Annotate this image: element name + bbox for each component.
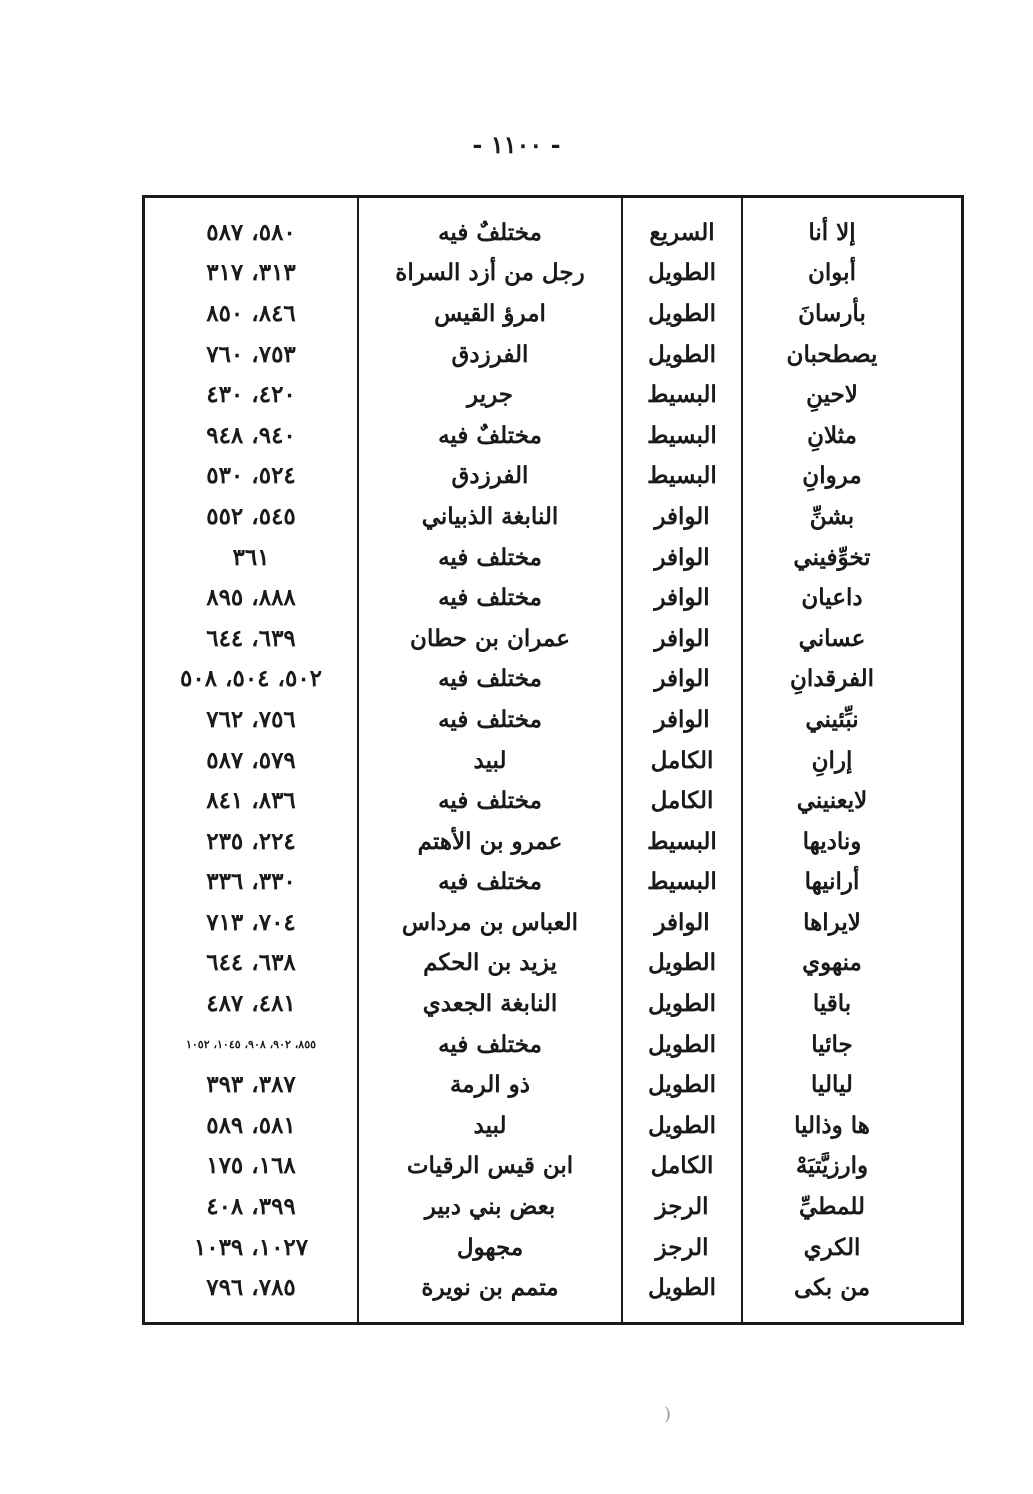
- meter-cell: [622, 983, 742, 1024]
- meter-cell: [622, 943, 742, 984]
- pages-cell: [144, 577, 359, 618]
- pages-cell-text: ٩٤٠، ٩٤٨: [206, 421, 296, 449]
- meter-cell: [622, 740, 742, 781]
- pages-cell: [144, 780, 359, 821]
- rhyme-cell-text: من بكى: [793, 1274, 871, 1302]
- table-row: [144, 821, 963, 862]
- poet-cell-text: مجهول: [456, 1233, 524, 1261]
- pages-cell: [144, 862, 359, 903]
- rhyme-cell-text: لاحينِ: [806, 381, 858, 409]
- rhyme-cell: [742, 577, 963, 618]
- table-row: [144, 983, 963, 1024]
- poet-cell-text: مختلفٌ فيه: [438, 218, 542, 246]
- table-row: [144, 334, 963, 375]
- poet-cell-text: مختلف فيه: [438, 584, 542, 612]
- pages-cell: [144, 1105, 359, 1146]
- rhyme-cell: [742, 334, 963, 375]
- poet-cell-text: جرير: [467, 381, 513, 409]
- meter-cell-text: الوافر: [654, 584, 710, 612]
- meter-cell-text: الطويل: [648, 259, 716, 287]
- rhyme-cell-text: نبِّئيني: [805, 705, 859, 733]
- meter-cell: [622, 1146, 742, 1187]
- meter-cell-text: الطويل: [648, 1111, 716, 1139]
- meter-cell: [622, 456, 742, 497]
- stray-mark: ): [664, 1404, 672, 1425]
- pages-cell: [144, 699, 359, 740]
- poet-cell: [358, 1227, 622, 1268]
- table-row: [144, 537, 963, 578]
- pages-cell-text: ٢٢٤، ٢٣٥: [206, 827, 296, 855]
- table-row: [144, 699, 963, 740]
- rhyme-cell: [742, 374, 963, 415]
- table-row: [144, 197, 963, 253]
- meter-cell-text: الطويل: [648, 340, 716, 368]
- pages-cell-text: ٨٣٦، ٨٤١: [206, 787, 296, 815]
- table-row: [144, 618, 963, 659]
- meter-cell-text: الرجز: [655, 1233, 709, 1261]
- poet-cell: [358, 577, 622, 618]
- pages-cell: [144, 983, 359, 1024]
- meter-cell: [622, 1267, 742, 1323]
- poet-cell: [358, 293, 622, 334]
- pages-cell: [144, 293, 359, 334]
- pages-cell-text: ٧٠٤، ٧١٣: [206, 908, 296, 936]
- meter-cell: [622, 577, 742, 618]
- pages-cell: [144, 659, 359, 700]
- pages-cell-text: ٣٨٧، ٣٩٣: [206, 1071, 296, 1099]
- poet-cell: [358, 659, 622, 700]
- poet-cell-text: لبيد: [473, 1111, 507, 1139]
- pages-cell: [144, 537, 359, 578]
- rhyme-cell-text: داعيان: [801, 584, 863, 612]
- poet-cell-text: يزيد بن الحكم: [423, 949, 557, 977]
- meter-cell-text: السريع: [649, 218, 715, 246]
- meter-cell: [622, 334, 742, 375]
- rhyme-cell: [742, 415, 963, 456]
- meter-cell: [622, 415, 742, 456]
- rhyme-cell: [742, 1024, 963, 1065]
- rhyme-cell: [742, 456, 963, 497]
- meter-cell: [622, 1186, 742, 1227]
- meter-cell-text: الطويل: [648, 1274, 716, 1302]
- poet-cell-text: بعض بني دبير: [424, 1193, 556, 1221]
- rhyme-cell: [742, 253, 963, 294]
- table-row: [144, 456, 963, 497]
- poet-cell-text: رجل من أزد السراة: [395, 259, 585, 287]
- meter-cell: [622, 1105, 742, 1146]
- poet-cell-text: امرؤ القيس: [434, 299, 546, 327]
- table-row: [144, 780, 963, 821]
- rhyme-cell-text: تخوِّفيني: [793, 543, 871, 571]
- rhyme-cell-text: لياليا: [811, 1071, 853, 1099]
- table-row: [144, 1064, 963, 1105]
- table-row: [144, 902, 963, 943]
- pages-cell-text: ٨٤٦، ٨٥٠: [206, 299, 296, 327]
- pages-cell-text: ٦٣٨، ٦٤٤: [206, 949, 296, 977]
- rhyme-cell: [742, 1146, 963, 1187]
- table-row: [144, 415, 963, 456]
- table-row: [144, 943, 963, 984]
- meter-cell-text: الوافر: [654, 665, 710, 693]
- pages-cell: [144, 415, 359, 456]
- meter-cell-text: الوافر: [654, 543, 710, 571]
- poet-cell: [358, 1105, 622, 1146]
- poet-cell: [358, 821, 622, 862]
- poet-cell-text: مختلف فيه: [438, 1030, 542, 1058]
- poet-cell: [358, 537, 622, 578]
- meter-cell-text: الكامل: [650, 746, 714, 774]
- rhyme-cell-text: لايعنيني: [796, 787, 868, 815]
- table-row: [144, 1186, 963, 1227]
- rhyme-cell-text: باقيا: [812, 990, 852, 1018]
- pages-cell: [144, 197, 359, 253]
- pages-cell-text: ١٦٨، ١٧٥: [206, 1152, 296, 1180]
- pages-cell: [144, 1227, 359, 1268]
- pages-cell: [144, 1146, 359, 1187]
- meter-cell-text: البسيط: [647, 381, 717, 409]
- rhyme-cell-text: ها وذاليا: [794, 1111, 870, 1139]
- rhyme-cell: [742, 293, 963, 334]
- meter-cell: [622, 699, 742, 740]
- pages-cell: [144, 334, 359, 375]
- rhyme-cell: [742, 1186, 963, 1227]
- pages-cell: [144, 943, 359, 984]
- pages-cell: [144, 821, 359, 862]
- page-number: - ١١٠٠ -: [472, 130, 561, 159]
- poet-cell: [358, 618, 622, 659]
- rhyme-cell-text: أرانيها: [804, 868, 860, 896]
- pages-cell: [144, 253, 359, 294]
- pages-cell: [144, 374, 359, 415]
- poet-cell-text: متمم بن نويرة: [421, 1274, 559, 1302]
- rhyme-cell-text: للمطيِّ: [799, 1193, 865, 1221]
- meter-cell: [622, 197, 742, 253]
- poet-cell: [358, 374, 622, 415]
- pages-cell-text: ٥٨٠، ٥٨٧: [206, 218, 296, 246]
- pages-cell-text: ٣٣٠، ٣٣٦: [206, 868, 296, 896]
- meter-cell: [622, 780, 742, 821]
- meter-cell: [622, 821, 742, 862]
- pages-cell-text: ٥٠٢، ٥٠٤، ٥٠٨: [179, 665, 323, 693]
- pages-cell: [144, 1064, 359, 1105]
- meter-cell-text: الكامل: [650, 1152, 714, 1180]
- pages-cell-text: ٥٤٥، ٥٥٢: [206, 502, 296, 530]
- pages-cell-text: ٣٦١: [232, 543, 270, 571]
- rhyme-cell-text: مثلانِ: [807, 421, 857, 449]
- poet-cell-text: العباس بن مرداس: [401, 908, 579, 936]
- table-row: [144, 1267, 963, 1323]
- poet-cell-text: النابغة الذبياني: [421, 502, 559, 530]
- meter-cell: [622, 537, 742, 578]
- table-row: [144, 1227, 963, 1268]
- table-row: [144, 1105, 963, 1146]
- rhyme-cell: [742, 821, 963, 862]
- table-row: [144, 293, 963, 334]
- poet-cell: [358, 415, 622, 456]
- meter-cell: [622, 1064, 742, 1105]
- meter-cell-text: الوافر: [654, 624, 710, 652]
- poet-cell-text: مختلف فيه: [438, 705, 542, 733]
- meter-cell: [622, 496, 742, 537]
- table-row: [144, 577, 963, 618]
- rhyme-cell-text: بشنِّ: [809, 502, 855, 530]
- rhyme-cell-text: الكري: [803, 1233, 861, 1261]
- rhyme-cell: [742, 1227, 963, 1268]
- rhyme-cell: [742, 618, 963, 659]
- meter-cell: [622, 862, 742, 903]
- rhyme-cell: [742, 983, 963, 1024]
- poet-cell: [358, 197, 622, 253]
- rhyme-cell-text: لايراها: [803, 908, 861, 936]
- rhyme-cell-text: إرانِ: [811, 746, 853, 774]
- meter-cell: [622, 902, 742, 943]
- meter-cell-text: البسيط: [647, 421, 717, 449]
- pages-cell-text: ٨٨٨، ٨٩٥: [206, 584, 296, 612]
- poet-cell-text: لبيد: [473, 746, 507, 774]
- poet-cell: [358, 334, 622, 375]
- table-row: [144, 862, 963, 903]
- meter-cell-text: الطويل: [648, 1071, 716, 1099]
- table-row: [144, 659, 963, 700]
- rhyme-cell-text: وناديها: [802, 827, 862, 855]
- meter-cell: [622, 253, 742, 294]
- meter-cell: [622, 618, 742, 659]
- poet-cell: [358, 943, 622, 984]
- rhyme-cell: [742, 537, 963, 578]
- rhyme-cell: [742, 740, 963, 781]
- table-row: [144, 374, 963, 415]
- meter-cell-text: البسيط: [647, 868, 717, 896]
- poet-cell-text: عمرو بن الأهتم: [417, 827, 563, 855]
- pages-cell-text: ٥٢٤، ٥٣٠: [206, 462, 296, 490]
- poet-cell: [358, 1267, 622, 1323]
- table-row: [144, 1146, 963, 1187]
- meter-cell-text: الطويل: [648, 990, 716, 1018]
- poet-cell-text: مختلف فيه: [438, 543, 542, 571]
- pages-cell-text: ١٠٢٧، ١٠٣٩: [193, 1233, 309, 1261]
- table-row: [144, 1024, 963, 1065]
- pages-cell-text: ٧٨٥، ٧٩٦: [206, 1274, 296, 1302]
- meter-cell-text: الكامل: [650, 787, 714, 815]
- poet-cell-text: ابن قيس الرقيات: [406, 1152, 574, 1180]
- rhyme-cell-text: مروانِ: [802, 462, 862, 490]
- poet-cell: [358, 902, 622, 943]
- pages-cell: [144, 618, 359, 659]
- poet-cell-text: الفرزدق: [451, 462, 529, 490]
- poet-cell-text: مختلف فيه: [438, 868, 542, 896]
- table-row: [144, 740, 963, 781]
- poet-cell: [358, 496, 622, 537]
- poet-cell: [358, 1186, 622, 1227]
- rhyme-cell-text: يصطحبان: [786, 340, 878, 368]
- poet-cell-text: مختلفٌ فيه: [438, 421, 542, 449]
- poet-cell: [358, 983, 622, 1024]
- pages-cell: [144, 740, 359, 781]
- meter-cell: [622, 1227, 742, 1268]
- rhyme-cell-text: عساني: [798, 624, 866, 652]
- poet-cell-text: ذو الرمة: [449, 1071, 531, 1099]
- poet-cell: [358, 1064, 622, 1105]
- poet-cell: [358, 1024, 622, 1065]
- rhyme-cell: [742, 496, 963, 537]
- poet-cell: [358, 1146, 622, 1187]
- pages-cell-text: ٤٨١، ٤٨٧: [206, 990, 296, 1018]
- meter-cell: [622, 659, 742, 700]
- pages-cell: [144, 902, 359, 943]
- rhyme-cell: [742, 862, 963, 903]
- rhyme-cell-text: الفرقدانِ: [789, 665, 875, 693]
- pages-cell: [144, 1267, 359, 1323]
- pages-cell-text: ٣١٣، ٣١٧: [206, 259, 296, 287]
- poet-cell-text: النابغة الجعدي: [422, 990, 558, 1018]
- pages-cell: [144, 456, 359, 497]
- rhyme-cell: [742, 943, 963, 984]
- poet-cell: [358, 862, 622, 903]
- pages-cell-text: ٥٨١، ٥٨٩: [206, 1111, 296, 1139]
- rhyme-cell: [742, 1064, 963, 1105]
- meter-cell-text: الوافر: [654, 705, 710, 733]
- pages-cell-text: ٣٩٩، ٤٠٨: [206, 1193, 296, 1221]
- meter-cell-text: البسيط: [647, 462, 717, 490]
- rhyme-cell: [742, 902, 963, 943]
- poet-cell: [358, 740, 622, 781]
- meter-cell-text: الرجز: [655, 1193, 709, 1221]
- poet-cell-text: مختلف فيه: [438, 787, 542, 815]
- poet-cell: [358, 699, 622, 740]
- poetry-index-table: [142, 195, 964, 1325]
- meter-cell-text: البسيط: [647, 827, 717, 855]
- meter-cell: [622, 293, 742, 334]
- poet-cell: [358, 456, 622, 497]
- table-body: [144, 197, 963, 1324]
- rhyme-cell-text: جائيا: [811, 1030, 853, 1058]
- meter-cell: [622, 1024, 742, 1065]
- meter-cell-text: الطويل: [648, 949, 716, 977]
- poet-cell-text: مختلف فيه: [438, 665, 542, 693]
- meter-cell-text: الوافر: [654, 908, 710, 936]
- pages-cell-text: ٥٧٩، ٥٨٧: [206, 746, 296, 774]
- meter-cell: [622, 374, 742, 415]
- meter-cell-text: الوافر: [654, 502, 710, 530]
- rhyme-cell-text: منهوي: [802, 949, 862, 977]
- meter-cell-text: الطويل: [648, 1030, 716, 1058]
- poet-cell: [358, 253, 622, 294]
- table-row: [144, 253, 963, 294]
- pages-cell: [144, 1024, 359, 1065]
- rhyme-cell-text: إلا أنا: [808, 218, 856, 246]
- rhyme-cell-text: بأرسانَ: [798, 299, 866, 327]
- meter-cell-text: الطويل: [648, 299, 716, 327]
- poet-cell-text: الفرزدق: [451, 340, 529, 368]
- pages-cell-text: ٨٥٥، ٩٠٢، ٩٠٨، ١٠٤٥، ١٠٥٢: [185, 1037, 317, 1051]
- pages-cell-text: ٦٣٩، ٦٤٤: [206, 624, 296, 652]
- poet-cell-text: عمران بن حطان: [410, 624, 570, 652]
- rhyme-cell: [742, 659, 963, 700]
- rhyme-cell-text: أبوان: [808, 259, 856, 287]
- pages-cell: [144, 496, 359, 537]
- table-row: [144, 496, 963, 537]
- rhyme-cell: [742, 780, 963, 821]
- pages-cell-text: ٤٢٠، ٤٣٠: [206, 381, 296, 409]
- pages-cell: [144, 1186, 359, 1227]
- pages-cell-text: ٧٥٣، ٧٦٠: [206, 340, 296, 368]
- rhyme-cell: [742, 1267, 963, 1323]
- poet-cell: [358, 780, 622, 821]
- rhyme-cell: [742, 699, 963, 740]
- rhyme-cell: [742, 1105, 963, 1146]
- pages-cell-text: ٧٥٦، ٧٦٢: [206, 705, 296, 733]
- rhyme-cell-text: وارزيَّتيَهْ: [795, 1152, 869, 1180]
- rhyme-cell: [742, 197, 963, 253]
